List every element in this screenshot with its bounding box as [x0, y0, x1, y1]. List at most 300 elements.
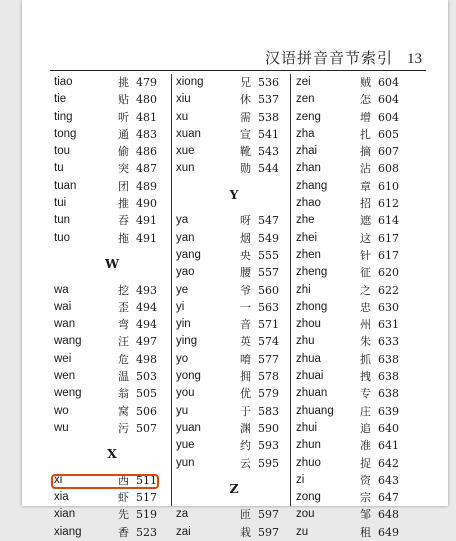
index-entry	[294, 489, 414, 506]
pinyin-syllable: za	[176, 508, 189, 521]
hanzi-character: 邹	[360, 508, 371, 522]
page-reference: 538	[258, 110, 279, 124]
hanzi-character: 休	[240, 93, 251, 107]
page-reference: 590	[258, 421, 279, 435]
hanzi-character: 贴	[118, 93, 129, 107]
index-entry	[294, 247, 414, 264]
page-reference: 503	[136, 370, 157, 384]
hanzi-character: 挖	[118, 283, 129, 297]
hanzi-character: 遮	[360, 214, 371, 228]
hanzi-character: 宣	[240, 127, 251, 141]
hanzi-character: 云	[240, 456, 251, 470]
index-entry	[52, 230, 172, 247]
pinyin-syllable: xia	[54, 491, 69, 504]
hanzi-character: 需	[240, 110, 251, 124]
pinyin-syllable: zei	[296, 76, 311, 88]
index-entry	[294, 143, 414, 160]
hanzi-character: 招	[360, 197, 371, 211]
page-reference: 547	[258, 214, 279, 228]
hanzi-character: 英	[240, 335, 251, 349]
page-reference: 511	[136, 473, 157, 487]
page-reference: 536	[258, 76, 279, 89]
page-reference: 491	[136, 214, 157, 228]
page-reference: 491	[136, 231, 157, 245]
index-entry	[52, 385, 172, 402]
page-reference: 481	[136, 110, 157, 124]
index-entry	[294, 109, 414, 126]
index-entry	[52, 143, 172, 160]
index-entry	[52, 472, 172, 489]
hanzi-character: 这	[360, 231, 371, 245]
pinyin-syllable: zhuan	[296, 387, 328, 400]
index-entry	[174, 282, 294, 299]
index-entry	[294, 506, 414, 523]
page-reference: 578	[258, 370, 279, 384]
hanzi-character: 腰	[240, 266, 251, 280]
pinyin-syllable: xiong	[176, 76, 204, 88]
page-reference: 604	[378, 110, 399, 124]
index-entry	[174, 437, 294, 454]
hanzi-character: 吞	[118, 214, 129, 228]
index-entry	[174, 91, 294, 108]
index-entry	[52, 299, 172, 316]
hanzi-character: 勋	[240, 162, 251, 176]
hanzi-character: 专	[360, 387, 371, 401]
index-entry	[294, 178, 414, 195]
hanzi-character: 危	[118, 352, 129, 366]
hanzi-character: 庄	[360, 404, 371, 418]
pinyin-syllable: zhun	[296, 439, 321, 452]
hanzi-character: 州	[360, 318, 371, 332]
hanzi-character: 约	[240, 439, 251, 453]
pinyin-syllable: tun	[54, 214, 70, 227]
pinyin-syllable: yao	[176, 266, 195, 279]
page-reference: 640	[378, 421, 399, 435]
hanzi-character: 偷	[118, 145, 129, 159]
pinyin-syllable: wei	[54, 352, 72, 365]
pinyin-syllable: wai	[54, 300, 72, 313]
index-entry	[294, 437, 414, 454]
pinyin-syllable: ya	[176, 214, 189, 227]
pinyin-syllable: ting	[54, 110, 73, 123]
pinyin-syllable: tuan	[54, 179, 77, 192]
hanzi-character: 贼	[360, 76, 371, 89]
page-reference: 498	[136, 352, 157, 366]
page-reference: 647	[378, 491, 399, 505]
pinyin-syllable: ying	[176, 335, 198, 348]
header-rule	[50, 70, 426, 71]
hanzi-character: 爷	[240, 283, 251, 297]
page-reference: 579	[258, 387, 279, 401]
page-reference: 604	[378, 76, 399, 89]
index-entry	[294, 316, 414, 333]
index-entry	[52, 178, 172, 195]
page-reference: 574	[258, 335, 279, 349]
hanzi-character: 针	[360, 248, 371, 262]
index-entry	[294, 230, 414, 247]
page-reference: 597	[258, 508, 279, 522]
hanzi-character: 温	[118, 370, 129, 384]
pinyin-syllable: zou	[296, 508, 315, 521]
hanzi-character: 准	[360, 439, 371, 453]
hanzi-character: 烟	[240, 231, 251, 245]
hanzi-character: 窝	[118, 404, 129, 418]
index-entry	[294, 368, 414, 385]
pinyin-syllable: zhuo	[296, 456, 321, 469]
page-reference: 607	[378, 145, 399, 159]
index-entry	[52, 403, 172, 420]
index-entry	[294, 299, 414, 316]
page-reference: 643	[378, 473, 399, 487]
index-entry	[294, 524, 414, 541]
pinyin-syllable: zheng	[296, 266, 328, 279]
page-reference: 560	[258, 283, 279, 297]
page-reference: 638	[378, 370, 399, 384]
page-reference: 486	[136, 145, 157, 159]
hanzi-character: 通	[118, 127, 129, 141]
page-reference: 549	[258, 231, 279, 245]
pinyin-syllable: zu	[296, 525, 309, 538]
page-reference: 583	[258, 404, 279, 418]
hanzi-character: 匝	[240, 508, 251, 522]
index-entry	[174, 109, 294, 126]
hanzi-character: 音	[240, 318, 251, 332]
index-entry	[52, 506, 172, 523]
page-reference: 544	[258, 162, 279, 176]
index-entry	[52, 351, 172, 368]
page-title: 汉语拼音音节索引	[264, 49, 393, 67]
page-reference: 523	[136, 525, 157, 539]
pinyin-syllable: zhuang	[296, 404, 334, 417]
index-entry	[294, 160, 414, 177]
pinyin-syllable: zhou	[296, 318, 321, 331]
hanzi-character: 污	[118, 421, 129, 435]
pinyin-syllable: zhang	[296, 179, 328, 192]
pinyin-syllable: xiu	[176, 93, 191, 106]
pinyin-syllable: yo	[176, 352, 189, 365]
pinyin-syllable: zhen	[296, 248, 321, 261]
hanzi-character: 翁	[118, 387, 129, 401]
page-reference: 494	[136, 318, 157, 332]
index-entry	[294, 420, 414, 437]
page-reference: 555	[258, 248, 279, 262]
pinyin-syllable: tiao	[54, 76, 73, 88]
hanzi-character: 突	[118, 162, 129, 176]
page-reference: 505	[136, 387, 157, 401]
hanzi-character: 靴	[240, 145, 251, 159]
pinyin-syllable: wang	[54, 335, 82, 348]
section-heading	[174, 178, 294, 213]
hanzi-character: 央	[240, 248, 251, 262]
page-reference: 642	[378, 456, 399, 470]
page-reference: 622	[378, 283, 399, 297]
pinyin-syllable: zhu	[296, 335, 315, 348]
hanzi-character: 拖	[118, 231, 129, 245]
pinyin-syllable: zhai	[296, 145, 318, 158]
index-entry	[174, 385, 294, 402]
index-entry	[52, 420, 172, 437]
pinyin-syllable: yang	[176, 248, 201, 261]
index-entry	[174, 230, 294, 247]
pinyin-syllable: weng	[54, 387, 82, 400]
section-letter: Z	[229, 480, 239, 496]
index-entry	[52, 368, 172, 385]
hanzi-character: 呀	[240, 214, 251, 228]
hanzi-character: 兄	[240, 76, 251, 89]
pinyin-syllable: zai	[176, 525, 191, 538]
pinyin-syllable: zhan	[296, 162, 321, 175]
page-reference: 597	[258, 525, 279, 539]
pinyin-syllable: zhao	[296, 197, 321, 210]
hanzi-character: 歪	[118, 300, 129, 314]
index-entry	[294, 264, 414, 281]
hanzi-character: 扎	[360, 127, 371, 141]
pinyin-syllable: tie	[54, 93, 67, 106]
pinyin-syllable: zi	[296, 473, 305, 486]
page-reference: 633	[378, 335, 399, 349]
index-entry	[174, 420, 294, 437]
index-entry	[174, 126, 294, 143]
index-entry	[52, 109, 172, 126]
hanzi-character: 西	[118, 473, 129, 487]
hanzi-character: 增	[360, 110, 371, 124]
pinyin-syllable: tu	[54, 162, 64, 175]
index-entry	[52, 316, 172, 333]
page-reference: 638	[378, 387, 399, 401]
page-reference: 648	[378, 508, 399, 522]
page-reference: 494	[136, 300, 157, 314]
page-reference: 617	[378, 231, 399, 245]
hanzi-character: 推	[118, 197, 129, 211]
pinyin-syllable: tui	[54, 197, 67, 210]
page-reference: 493	[136, 283, 157, 297]
hanzi-character: 抓	[360, 352, 371, 366]
hanzi-character: 宗	[360, 491, 371, 505]
hanzi-character: 摘	[360, 145, 371, 159]
page-reference: 479	[136, 76, 157, 89]
index-entry	[174, 403, 294, 420]
page-reference: 639	[378, 404, 399, 418]
pinyin-syllable: yu	[176, 404, 189, 417]
page-reference: 497	[136, 335, 157, 349]
page-reference: 593	[258, 439, 279, 453]
hanzi-character: 唷	[240, 352, 251, 366]
index-entry	[52, 74, 172, 91]
index-entry	[294, 91, 414, 108]
index-entry	[174, 74, 294, 91]
section-letter: X	[107, 446, 117, 462]
pinyin-syllable: wu	[54, 421, 69, 434]
hanzi-character: 挑	[118, 76, 129, 89]
section-heading	[174, 472, 294, 507]
pinyin-syllable: yan	[176, 231, 195, 244]
index-column-2	[174, 74, 294, 541]
pinyin-syllable: tou	[54, 145, 70, 158]
pinyin-syllable: xian	[54, 508, 76, 521]
hanzi-character: 朱	[360, 335, 371, 349]
hanzi-character: 资	[360, 473, 371, 487]
index-entry	[294, 403, 414, 420]
index-entry	[174, 351, 294, 368]
page-reference: 617	[378, 248, 399, 262]
page-reference: 605	[378, 127, 399, 141]
pinyin-syllable: yi	[176, 300, 185, 313]
page-reference: 541	[258, 127, 279, 141]
hanzi-character: 汪	[118, 335, 129, 349]
pinyin-syllable: ye	[176, 283, 189, 296]
page-reference: 604	[378, 93, 399, 107]
index-entry	[174, 368, 294, 385]
hanzi-character: 虾	[118, 491, 129, 505]
page-reference: 506	[136, 404, 157, 418]
page-reference: 563	[258, 300, 279, 314]
index-entry	[174, 455, 294, 472]
index-entry	[174, 333, 294, 350]
page-reference: 631	[378, 318, 399, 332]
page-reference: 507	[136, 421, 157, 435]
index-page	[22, 0, 448, 539]
hanzi-character: 栽	[240, 525, 251, 539]
index-entry	[294, 472, 414, 489]
page-reference: 612	[378, 197, 399, 211]
page-reference: 641	[378, 439, 399, 453]
pinyin-syllable: tuo	[54, 231, 70, 244]
pinyin-syllable: zhua	[296, 352, 321, 365]
pinyin-syllable: yong	[176, 370, 201, 383]
pinyin-syllable: zha	[296, 127, 315, 140]
hanzi-character: 拽	[360, 370, 371, 384]
page-reference: 610	[378, 179, 399, 193]
hanzi-character: 章	[360, 179, 371, 193]
pinyin-syllable: wa	[54, 283, 69, 296]
page-reference: 620	[378, 266, 399, 280]
page-header	[265, 38, 422, 68]
hanzi-character: 优	[240, 387, 251, 401]
index-entry	[52, 333, 172, 350]
hanzi-character: 租	[360, 525, 371, 539]
pinyin-syllable: yuan	[176, 421, 201, 434]
index-entry	[294, 351, 414, 368]
section-heading	[52, 437, 172, 472]
section-letter: Y	[229, 186, 239, 202]
index-entry	[174, 212, 294, 229]
pinyin-syllable: zeng	[296, 110, 321, 123]
pinyin-syllable: zen	[296, 93, 315, 106]
page-reference: 483	[136, 127, 157, 141]
index-entry	[294, 333, 414, 350]
pinyin-syllable: xuan	[176, 127, 201, 140]
index-entry	[294, 212, 414, 229]
index-entry	[174, 247, 294, 264]
index-column-1	[52, 74, 172, 541]
pinyin-syllable: zhe	[296, 214, 315, 227]
page-reference: 489	[136, 179, 157, 193]
pinyin-syllable: wen	[54, 370, 76, 383]
pinyin-syllable: tong	[54, 127, 77, 140]
index-entry	[52, 160, 172, 177]
pinyin-syllable: yun	[176, 456, 195, 469]
index-entry	[294, 455, 414, 472]
index-entry	[294, 74, 414, 91]
pinyin-syllable: xue	[176, 145, 195, 158]
index-entry	[294, 195, 414, 212]
pinyin-syllable: you	[176, 387, 195, 400]
pinyin-syllable: xi	[54, 473, 63, 486]
hanzi-character: 香	[118, 525, 129, 539]
pinyin-syllable: wan	[54, 318, 76, 331]
page-reference: 638	[378, 352, 399, 366]
hanzi-character: 一	[240, 300, 251, 314]
page-reference: 543	[258, 145, 279, 159]
hanzi-character: 之	[360, 283, 371, 297]
hanzi-character: 忠	[360, 300, 371, 314]
page-reference: 490	[136, 197, 157, 211]
pinyin-syllable: zhui	[296, 421, 318, 434]
hanzi-character: 团	[118, 179, 129, 193]
index-entry	[174, 160, 294, 177]
pinyin-syllable: zhuai	[296, 370, 324, 383]
pinyin-syllable: xiang	[54, 525, 82, 538]
page-reference: 537	[258, 93, 279, 107]
index-entry	[294, 126, 414, 143]
page-reference: 649	[378, 525, 399, 539]
pinyin-syllable: yue	[176, 439, 195, 452]
page-reference: 630	[378, 300, 399, 314]
index-entry	[52, 212, 172, 229]
index-entry	[174, 506, 294, 523]
hanzi-character: 征	[360, 266, 371, 280]
hanzi-character: 先	[118, 508, 129, 522]
page-reference: 519	[136, 508, 157, 522]
index-entry	[52, 91, 172, 108]
hanzi-character: 弯	[118, 318, 129, 332]
index-entry	[294, 385, 414, 402]
section-letter: W	[104, 255, 120, 271]
pinyin-syllable: xu	[176, 110, 189, 123]
page-reference: 480	[136, 93, 157, 107]
pinyin-syllable: zhi	[296, 283, 311, 296]
index-entry	[52, 489, 172, 506]
index-entry	[174, 143, 294, 160]
index-entry	[174, 316, 294, 333]
page-reference: 614	[378, 214, 399, 228]
section-heading	[52, 247, 172, 282]
index-entry	[294, 282, 414, 299]
pinyin-syllable: yin	[176, 318, 191, 331]
index-entry	[52, 524, 172, 541]
index-entry	[174, 264, 294, 281]
index-column-3	[294, 74, 414, 541]
pinyin-syllable: xun	[176, 162, 195, 175]
page-reference: 557	[258, 266, 279, 280]
pinyin-syllable: zong	[296, 491, 321, 504]
hanzi-character: 听	[118, 110, 129, 124]
page-reference: 571	[258, 318, 279, 332]
page-reference: 595	[258, 456, 279, 470]
page-reference: 517	[136, 491, 157, 505]
hanzi-character: 追	[360, 421, 371, 435]
hanzi-character: 捉	[360, 456, 371, 470]
hanzi-character: 于	[240, 404, 251, 418]
index-entry	[52, 195, 172, 212]
pinyin-syllable: zhong	[296, 300, 328, 313]
page-reference: 487	[136, 162, 157, 176]
page-number: 13	[407, 51, 422, 67]
pinyin-syllable: zhei	[296, 231, 318, 244]
index-entry	[174, 299, 294, 316]
page-reference: 577	[258, 352, 279, 366]
index-entry	[52, 126, 172, 143]
